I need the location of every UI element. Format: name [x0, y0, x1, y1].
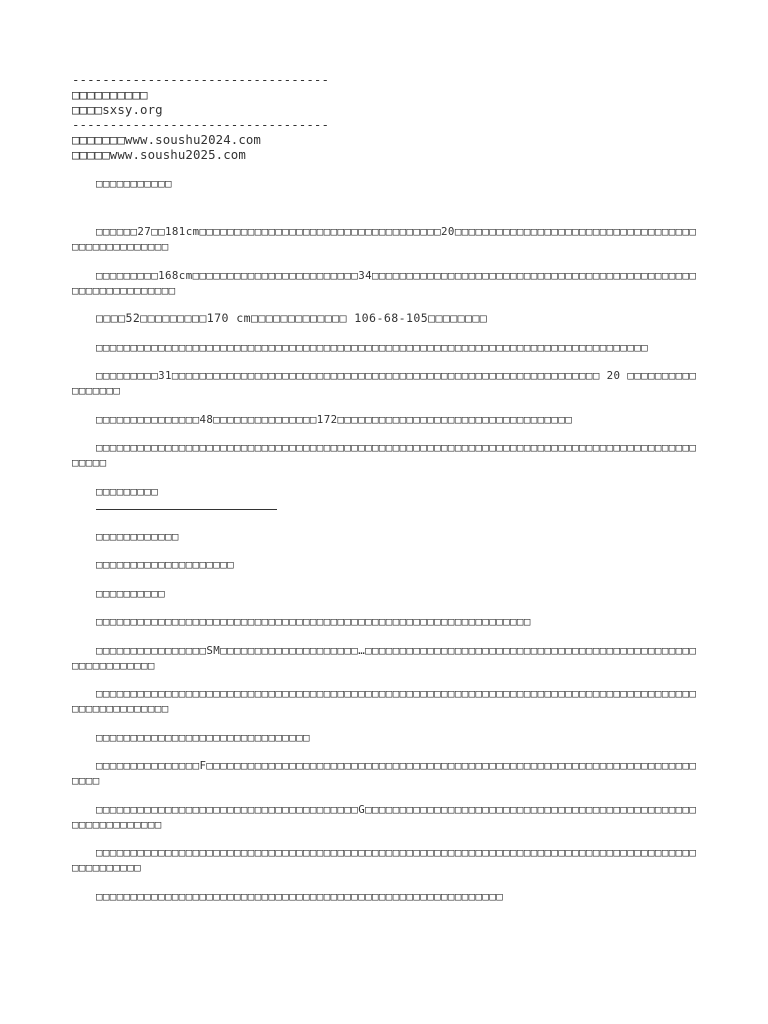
paragraph: □□□□□□27□□181cm□□□□□□□□□□□□□□□□□□□□□□□□□□□□□□□□□□□20□□□□□□□□□□□□□□□□□□□□□□□□□□□□□□□□□□□□□□□□□□□□□□□□□	[72, 225, 697, 253]
section-end-line: □□□□□□□□□	[96, 484, 159, 498]
paragraph: □□□□□□□□□□□□□□□□□□□□□□□□□□□□□□□□□□□□□□□□□□□□□□□□□□□□□□□□□□□□□□□□□□□□□□□□□□□□□□□□	[96, 340, 649, 354]
chapter-title: □□□□□□□□□□□	[96, 177, 172, 190]
paragraph: □□□□52□□□□□□□□□170 cm□□□□□□□□□□□□□ 106-68-105□□□□□□□□	[96, 311, 488, 325]
paragraph: □□□□□□□□□□□□□□□□□□□□□□□□□□□□□□□□□□□□□□G□□□□□□□□□□□□□□□□□□□□□□□□□□□□□□□□□□□□□□□□□□□□□□□□□□□□□□□□□□□□□	[72, 802, 697, 831]
header-url-2025: □□□□□www.soushu2025.com	[72, 147, 246, 162]
paragraph: □□□□□□□□□□□□□□□□□□□□□□□□□□□□□□□□□□□□□□□□□□□□□□□□□□□□□□□□□□□	[96, 889, 504, 903]
paragraph: □□□□□□□□□□□□□□□□□□□□□□□□□□□□□□□	[96, 730, 310, 744]
paragraph: □□□□□□□□□□□□□□□□SM□□□□□□□□□□□□□□□□□□□□…□□□□□□□□□□□□□□□□□□□□□□□□□□□□□□□□□□□□□□□□□□□□□□□□□□□□□□□□□□□□	[72, 643, 697, 672]
header-site-line: □□□□sxsy.org	[72, 102, 163, 117]
paragraph: □□□□□□□□□□□□□□□□□□□□□□□□□□□□□□□□□□□□□□□□□□□□□□□□□□□□□□□□□□□□□□□□□□□□□□□□□□□□□□□□□□□□□□□□□□□□□□□□□	[72, 846, 697, 874]
paragraph: □□□□□□□□□□□□□□□□□□□□□□□□□□□□□□□□□□□□□□□□□□□□□□□□□□□□□□□□□□□□□□□□□□□□□□□□□□□□□□□□□□□□□□□□□□□□	[72, 441, 697, 469]
header-url-2024: □□□□□□□www.soushu2024.com	[72, 132, 261, 147]
paragraph: □□□□□□□□□□□□□□□F□□□□□□□□□□□□□□□□□□□□□□□□□□□□□□□□□□□□□□□□□□□□□□□□□□□□□□□□□□□□□□□□□□□□□□□□□□□	[72, 759, 697, 787]
paragraph: □□□□□□□□□□	[96, 586, 166, 600]
paragraph: □□□□□□□□□□□□□□□48□□□□□□□□□□□□□□□172□□□□□□□□□□□□□□□□□□□□□□□□□□□□□□□□□□	[96, 412, 573, 426]
header-dashes-top: ----------------------------------	[72, 72, 330, 87]
section-divider	[96, 509, 277, 510]
header-dashes-bottom: ----------------------------------	[72, 117, 330, 132]
document-body	[72, 72, 702, 917]
paragraph: □□□□□□□□□□□□□□□□□□□□□□□□□□□□□□□□□□□□□□□□□□□□□□□□□□□□□□□□□□□□□□□	[96, 615, 531, 628]
paragraph: □□□□□□□□□□□□□□□□□□□□□□□□□□□□□□□□□□□□□□□□□□□□□□□□□□□□□□□□□□□□□□□□□□□□□□□□□□□□□□□□□□□□□□□□□□□□□□□□□□□□□	[72, 687, 697, 715]
header-title-line: □□□□□□□□□□	[72, 87, 148, 102]
paragraph: □□□□□□□□□□□□□□□□□□□□	[96, 558, 235, 571]
paragraph: □□□□□□□□□31□□□□□□□□□□□□□□□□□□□□□□□□□□□□□□□□□□□□□□□□□□□□□□□□□□□□□□□□□□□□□□ 20 □□□□□□□□□□□□□□□□□	[72, 369, 697, 397]
paragraph: □□□□□□□□□168cm□□□□□□□□□□□□□□□□□□□□□□□□34□□□□□□□□□□□□□□□□□□□□□□□□□□□□□□□□□□□□□□□□□□□□□□□□□□□□□□□□□□□□□□	[72, 268, 697, 297]
paragraph: □□□□□□□□□□□□	[96, 529, 179, 543]
